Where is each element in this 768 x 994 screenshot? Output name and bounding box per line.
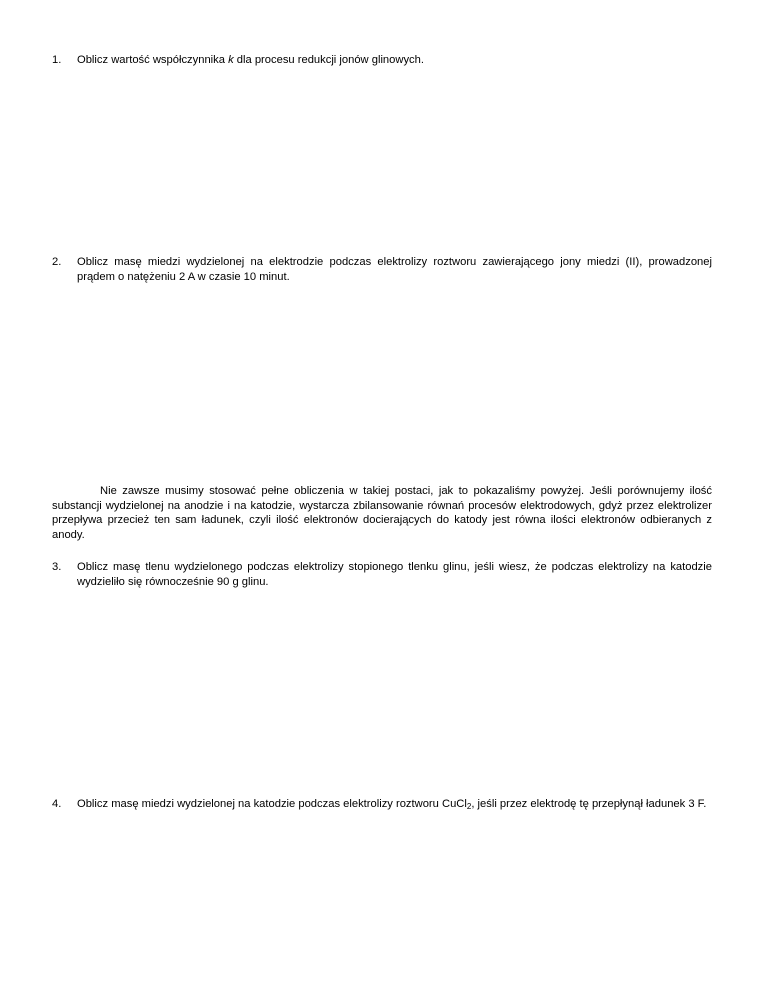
question-text: Oblicz masę tlenu wydzielonego podczas elektrolizy stopionego tlenku glinu, jeśli wiesz, że podczas elektrolizy na katodzie wydzieliło się równocześnie 90 g glinu. bbox=[77, 561, 712, 588]
question-text: Oblicz masę miedzi wydzielonej na katodzie podczas elektrolizy roztworu CuCl$_2$, jeśli przez elektrodę tę przepłynął ładunek 3 F. bbox=[77, 798, 707, 811]
question-number: 3. bbox=[52, 561, 62, 573]
explanation-paragraph: Nie zawsze musimy stosować pełne obliczenia w takiej postaci, jak to pokazaliśmy powyżej. Jeśli porównujemy ilość substancji wydzielonej na anodzie i na katodzie, wystarcza zbilansowanie równań procesów elektrodowych, gdyż przez elektrolizer przepływa przecież ten sam ładunek, czyli ilość elektronów docierających do katody jest równa ilości elektronów odbieranych z anody. bbox=[52, 485, 712, 541]
formula-subscript: 2 bbox=[466, 802, 472, 811]
question-1 bbox=[52, 53, 712, 68]
question-4 bbox=[52, 797, 712, 812]
question-2 bbox=[52, 255, 712, 284]
question-number: 2. bbox=[52, 256, 62, 268]
question-3 bbox=[52, 560, 712, 589]
question-text: Oblicz masę miedzi wydzielonej na elektrodzie podczas elektrolizy roztworu zawierającego jony miedzi (II), prowadzonej prądem o natężeniu 2 A w czasie 10 minut. bbox=[77, 256, 712, 283]
question-text: Oblicz wartość współczynnika k dla procesu redukcji jonów glinowych. bbox=[77, 54, 424, 66]
question-number: 1. bbox=[52, 54, 62, 66]
question-number: 4. bbox=[52, 798, 62, 810]
coefficient-symbol: k bbox=[228, 54, 234, 66]
